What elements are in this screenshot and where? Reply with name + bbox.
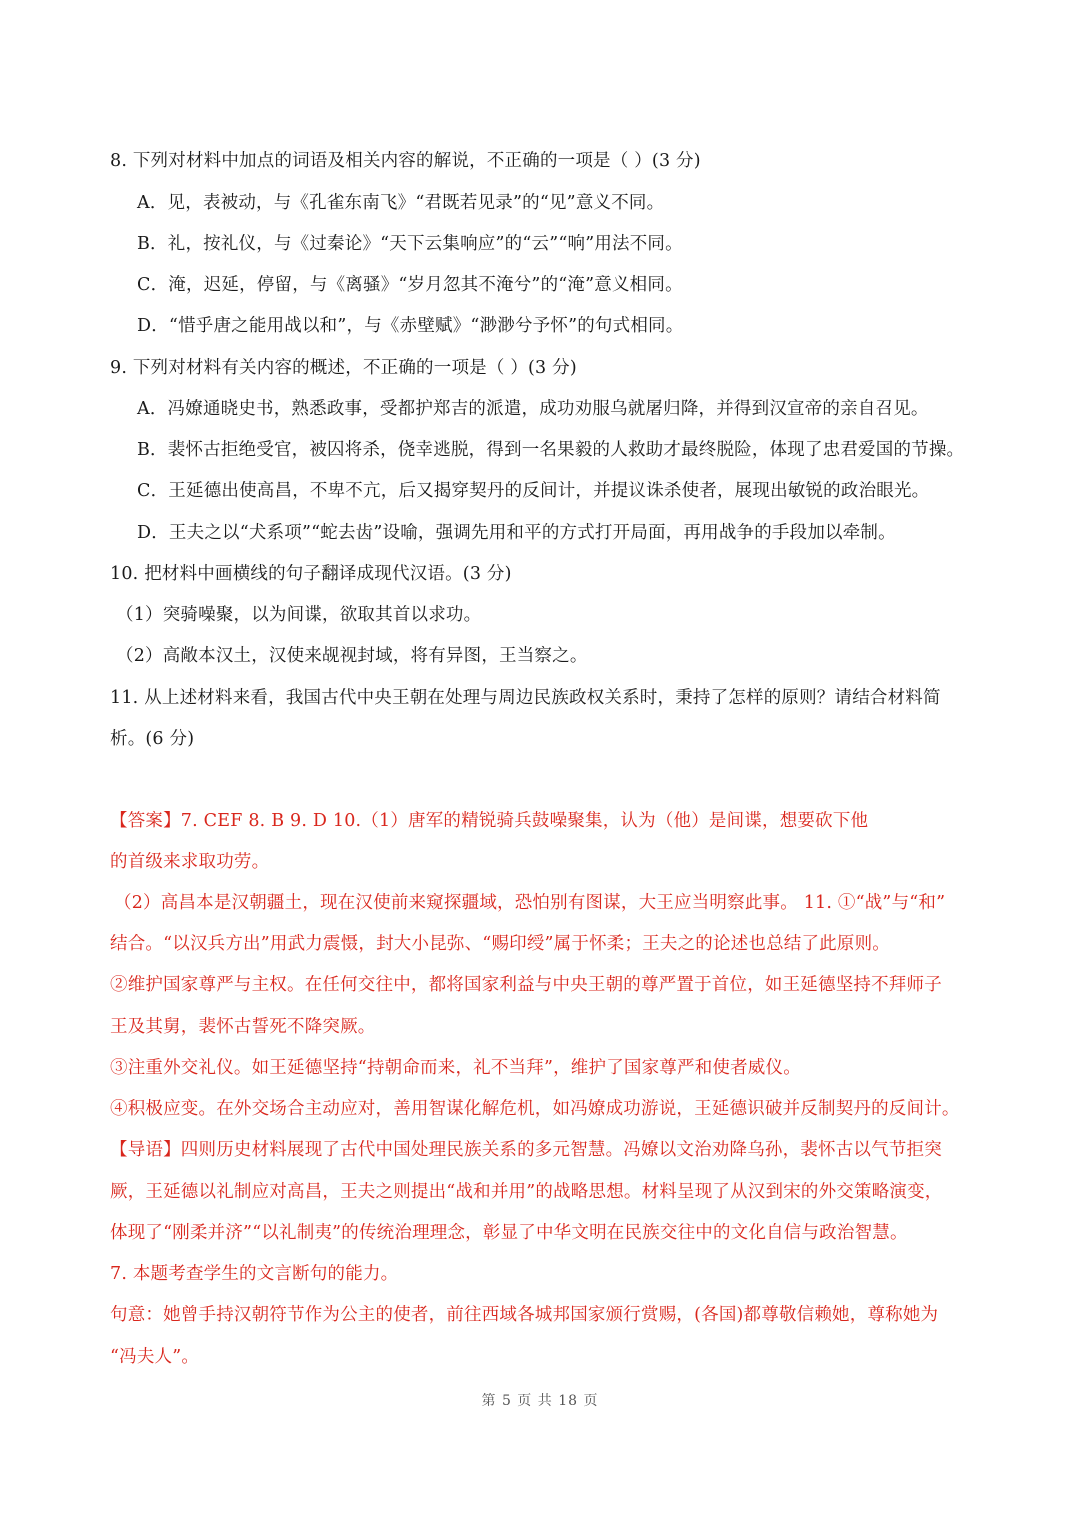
answer-line-2: 的首级来求取功劳。 bbox=[110, 852, 270, 872]
q8-option-a: A．见，表被动，与《孔雀东南飞》“君既若见录”的“见”意义不同。 bbox=[137, 193, 665, 213]
q8-stem: 8. 下列对材料中加点的词语及相关内容的解说，不正确的一项是（ ）(3 分) bbox=[110, 151, 701, 171]
answer-line-3: （2）高昌本是汉朝疆土，现在汉使前来窥探疆域，恐怕别有图谋，大王应当明察此事。 11. ①“战”与“和” bbox=[114, 893, 946, 913]
explain-q7-line-2: 句意：她曾手持汉朝符节作为公主的使者，前往西域各城邦国家颁行赏赐，(各国)都尊敬信赖她，尊称她为 bbox=[110, 1305, 939, 1325]
answer-line-7: ③注重外交礼仪。如王延德坚持“持朝命而来，礼不当拜”，维护了国家尊严和使者威仪。 bbox=[110, 1058, 801, 1078]
guide-line-2: 厥，王延德以礼制应对高昌，王夫之则提出“战和并用”的战略思想。材料呈现了从汉到宋的外交策略演变， bbox=[110, 1182, 943, 1202]
q11-stem-line-2: 析。(6 分) bbox=[110, 729, 195, 749]
q9-stem: 9. 下列对材料有关内容的概述，不正确的一项是（ ）(3 分) bbox=[110, 358, 577, 378]
explain-q7-line-3: “冯夫人”。 bbox=[110, 1347, 200, 1367]
answer-line-4: 结合。“以汉兵方出”用武力震慑，封大小昆弥、“赐印绶”属于怀柔；王夫之的论述也总结了此原则。 bbox=[110, 934, 890, 954]
q10-item-2: （2）高敞本汉土，汉使来觇视封域，将有异图，王当察之。 bbox=[116, 646, 588, 666]
guide-line-3: 体现了“刚柔并济”“以礼制夷”的传统治理理念，彰显了中华文明在民族交往中的文化自信与政治智慧。 bbox=[110, 1223, 908, 1243]
explain-q7-line-1: 7. 本题考查学生的文言断句的能力。 bbox=[110, 1264, 399, 1284]
q9-option-c: C．王延德出使高昌，不卑不亢，后又揭穿契丹的反间计，并提议诛杀使者，展现出敏锐的政治眼光。 bbox=[137, 481, 930, 501]
answer-line-5: ②维护国家尊严与主权。在任何交往中，都将国家利益与中央王朝的尊严置于首位，如王延德坚持不拜师子 bbox=[110, 975, 942, 995]
answer-line-1: 【答案】7. CEF 8. B 9. D 10.（1）唐军的精锐骑兵鼓噪聚集，认为（他）是间谍，想要砍下他 bbox=[110, 811, 869, 831]
q8-option-c: C．淹，迟延，停留，与《离骚》“岁月忽其不淹兮”的“淹”意义相同。 bbox=[137, 275, 683, 295]
q9-option-b: B．裴怀古拒绝受官，被囚将杀，侥幸逃脱，得到一名果毅的人救助才最终脱险，体现了忠君爱国的节操。 bbox=[137, 440, 965, 460]
q10-item-1: （1）突骑噪聚，以为间谍，欲取其首以求功。 bbox=[116, 605, 482, 625]
q11-stem-line-1: 11. 从上述材料来看，我国古代中央王朝在处理与周边民族政权关系时，秉持了怎样的原则？请结合材料简 bbox=[110, 688, 941, 708]
q8-option-d: D．“惜乎唐之能用战以和”，与《赤壁赋》“渺渺兮予怀”的句式相同。 bbox=[137, 316, 684, 336]
q8-option-b: B．礼，按礼仪，与《过秦论》“天下云集响应”的“云”“响”用法不同。 bbox=[137, 234, 683, 254]
answer-line-8: ④积极应变。在外交场合主动应对，善用智谋化解危机，如冯嫽成功游说，王延德识破并反制契丹的反间计。 bbox=[110, 1099, 960, 1119]
q9-option-d: D．王夫之以“犬系项”“蛇去齿”设喻，强调先用和平的方式打开局面，再用战争的手段加以牵制。 bbox=[137, 523, 896, 543]
answer-line-6: 王及其舅，裴怀古誓死不降突厥。 bbox=[110, 1017, 376, 1037]
guide-line-1: 【导语】四则历史材料展现了古代中国处理民族关系的多元智慧。冯嫽以文治劝降乌孙，裴怀古以气节拒突 bbox=[110, 1140, 942, 1160]
page-number: 第 5 页 共 18 页 bbox=[481, 1393, 599, 1409]
q9-option-a: A．冯嫽通晓史书，熟悉政事，受都护郑吉的派遣，成功劝服乌就屠归降，并得到汉宣帝的亲自召见。 bbox=[137, 399, 929, 419]
q10-stem: 10. 把材料中画横线的句子翻译成现代汉语。(3 分) bbox=[110, 564, 512, 584]
